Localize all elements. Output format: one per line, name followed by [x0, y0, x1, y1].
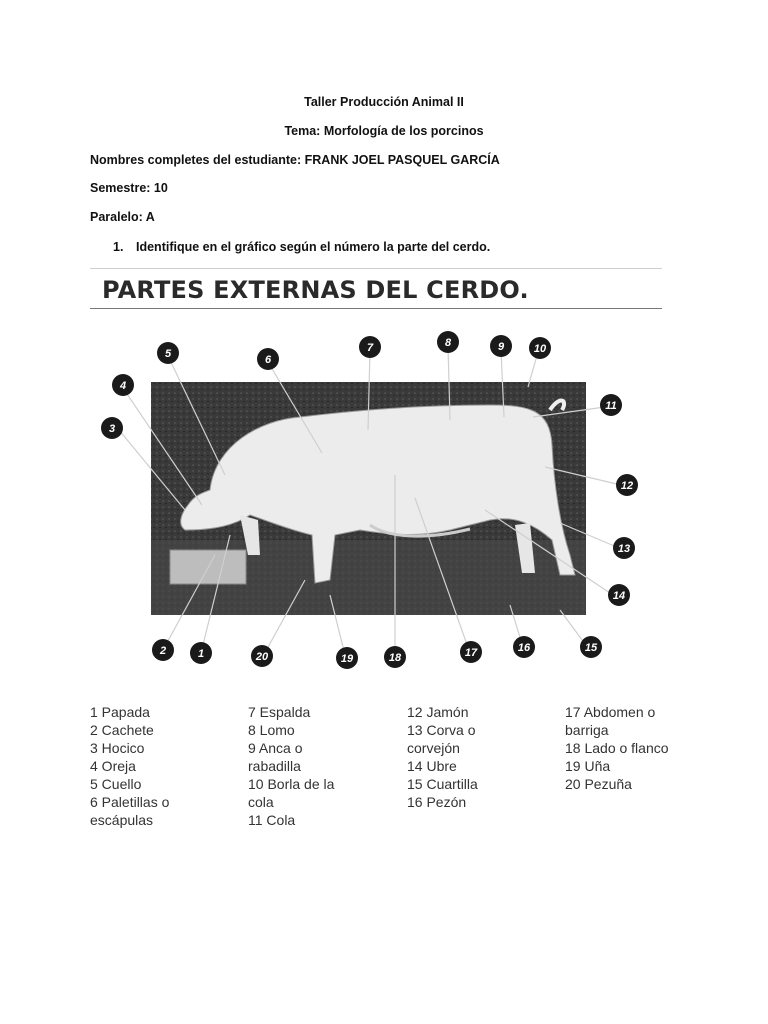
legend-item: 2 Cachete	[90, 722, 154, 738]
marker-15	[580, 636, 602, 658]
legend-item: 13 Corva o corvejón	[407, 722, 476, 756]
svg-text:8: 8	[444, 337, 452, 349]
legend-item: 16 Pezón	[407, 794, 467, 810]
diagram-title: PARTES EXTERNAS DEL CERDO.	[102, 276, 529, 304]
marker-9	[490, 335, 512, 357]
marker-13	[613, 537, 635, 559]
marker-3	[101, 417, 123, 439]
question-number: 1.	[113, 240, 124, 254]
marker-8	[437, 331, 459, 353]
svg-text:2: 2	[159, 645, 167, 657]
marker-16	[513, 636, 535, 658]
svg-text:3: 3	[108, 423, 116, 435]
marker-5	[157, 342, 179, 364]
legend-item: 11 Cola	[248, 812, 296, 828]
marker-19	[336, 647, 358, 669]
svg-text:20: 20	[255, 651, 269, 663]
marker-18	[384, 646, 406, 668]
parallel: Paralelo: A	[90, 210, 155, 224]
legend-item: 14 Ubre	[407, 758, 457, 774]
svg-text:7: 7	[366, 342, 374, 354]
legend-item: 15 Cuartilla	[407, 776, 478, 792]
semester: Semestre: 10	[90, 181, 168, 195]
svg-text:17: 17	[464, 647, 478, 659]
svg-text:19: 19	[340, 653, 354, 665]
marker-17	[460, 641, 482, 663]
marker-4	[112, 374, 134, 396]
marker-7	[359, 336, 381, 358]
svg-text:9: 9	[497, 341, 505, 353]
legend-item: 8 Lomo	[248, 722, 295, 738]
svg-text:4: 4	[119, 380, 127, 392]
legend-item: 19 Uña	[565, 758, 611, 774]
legend-item: 3 Hocico	[90, 740, 145, 756]
svg-text:18: 18	[388, 652, 402, 664]
marker-2	[152, 639, 174, 661]
legend-item: 9 Anca o rabadilla	[248, 740, 303, 774]
marker-1	[190, 642, 212, 664]
svg-text:11: 11	[605, 400, 617, 412]
document-topic: Tema: Morfología de los porcinos	[284, 124, 484, 138]
svg-text:10: 10	[533, 343, 547, 355]
diagram-underline	[90, 308, 662, 309]
svg-text:14: 14	[612, 590, 626, 602]
svg-text:16: 16	[517, 642, 531, 654]
legend-column-3	[407, 703, 517, 811]
legend-column-2	[248, 703, 358, 829]
svg-text:12: 12	[620, 480, 634, 492]
legend-column-1	[90, 703, 230, 829]
marker-10	[529, 337, 551, 359]
legend-item: 10 Borla de la cola	[248, 776, 335, 810]
legend-item: 18 Lado o flanco	[565, 740, 669, 756]
marker-11	[600, 394, 622, 416]
svg-text:6: 6	[264, 354, 272, 366]
marker-6	[257, 348, 279, 370]
svg-text:15: 15	[584, 642, 598, 654]
legend-item: 7 Espalda	[248, 704, 311, 720]
marker-12	[616, 474, 638, 496]
svg-text:5: 5	[164, 348, 172, 360]
legend-item: 17 Abdomen o barriga	[565, 704, 656, 738]
diagram-top-rule	[90, 268, 662, 269]
legend-item: 1 Papada	[90, 704, 150, 720]
legend-column-4	[565, 703, 680, 793]
legend-item: 4 Oreja	[90, 758, 136, 774]
legend-item: 12 Jamón	[407, 704, 469, 720]
student-name: Nombres completes del estudiante: FRANK JOEL PASQUEL GARCÍA	[90, 153, 500, 167]
legend-item: 20 Pezuña	[565, 776, 632, 792]
legend-item: 6 Paletillas o escápulas	[90, 794, 170, 828]
pig-diagram	[90, 325, 670, 675]
document-title: Taller Producción Animal II	[304, 95, 464, 109]
legend-item: 5 Cuello	[90, 776, 142, 792]
svg-text:13: 13	[617, 543, 631, 555]
marker-20	[251, 645, 273, 667]
svg-text:1: 1	[197, 648, 205, 660]
marker-14	[608, 584, 630, 606]
question-text: Identifique en el gráfico según el número la parte del cerdo.	[136, 240, 491, 254]
